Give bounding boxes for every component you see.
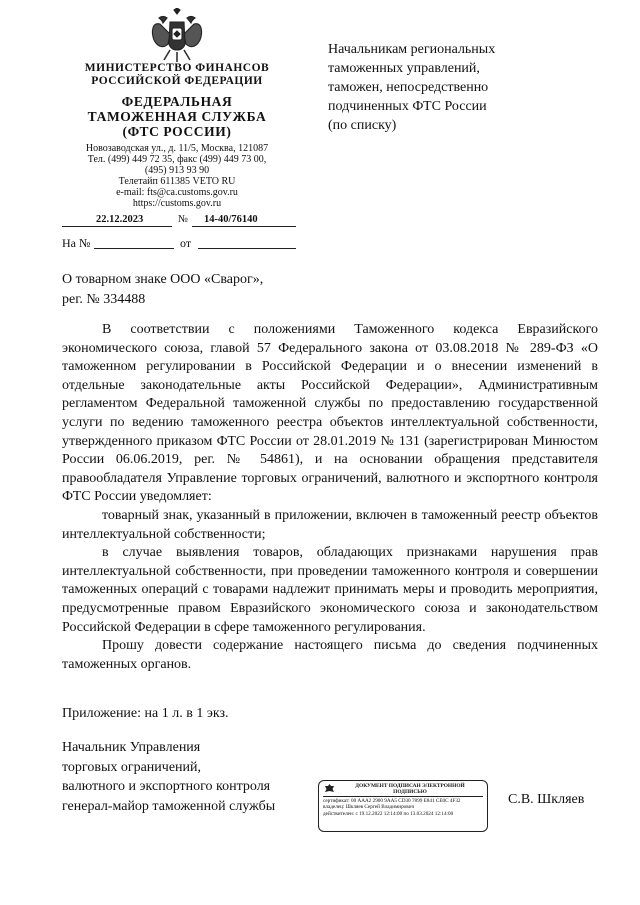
stamp-owner: владелец: Шкляев Сергей Владимирович xyxy=(323,804,415,811)
signer-name: С.В. Шкляев xyxy=(508,792,585,807)
reference-date-line xyxy=(198,236,296,249)
signature-emblem-icon xyxy=(324,784,335,793)
addressee-block xyxy=(328,40,598,135)
number-label: № xyxy=(178,214,189,225)
appendix-note: Приложение: на 1 л. в 1 экз. xyxy=(62,706,229,721)
service-name-line3: (ФТС РОССИИ) xyxy=(122,124,232,139)
body-paragraph-4: Прошу довести содержание настоящего письма до сведения подчиненных таможенных органов. xyxy=(62,638,598,672)
address-line: Телетайп 611385 VETO RU xyxy=(118,176,236,187)
service-name-line2: ТАМОЖЕННАЯ СЛУЖБА xyxy=(87,109,267,124)
reference-from-label: от xyxy=(180,236,192,250)
address-line: (495) 913 93 90 xyxy=(144,165,210,176)
ministry-name-line2: РОССИЙСКОЙ ФЕДЕРАЦИИ xyxy=(91,75,263,87)
address-block xyxy=(60,143,294,209)
registration-row xyxy=(62,214,302,230)
stamp-title-line1: ДОКУМЕНТ ПОДПИСАН ЭЛЕКТРОННОЙ xyxy=(355,783,465,789)
subject-line: рег. № 334488 xyxy=(62,292,146,307)
signer-line: генерал-майор таможенной службы xyxy=(62,798,276,814)
addressee-line: (по списку) xyxy=(328,118,397,133)
addressee-line: таможенных управлений, xyxy=(328,61,480,76)
addressee-line: таможен, непосредственно xyxy=(328,80,489,95)
signer-position xyxy=(62,738,275,816)
addressee-line: подчиненных ФТС России xyxy=(328,99,487,114)
stamp-title-line2: ПОДПИСЬЮ xyxy=(393,789,427,795)
email-link[interactable]: e-mail: fts@ca.customs.gov.ru xyxy=(116,187,238,198)
ministry-name-line1: МИНИСТЕРСТВО ФИНАНСОВ xyxy=(84,62,270,74)
stamp-certificate: сертификат: 00 AAA2 2900 9AA5 CD30 7899 E841 CE0C 4F32 xyxy=(323,798,461,804)
letter-body xyxy=(62,321,598,674)
website-link[interactable]: https://customs.gov.ru xyxy=(132,198,222,209)
body-paragraph-1: В соответствии с положениями Таможенного кодекса Евразийского экономического союза, главой 57 Федерального закона от 03.08.2018 № 289-ФЗ «О таможенном регулировании в Российской Федерации и о внесении изменений в отдельные законодательные акты Российской Федерации», Административным регламентом Федеральной таможенной службы по предоставлению государственной услуги по ведению таможенного реестра объектов интеллектуальной собственности, утвержденного приказом ФТС России от 28.01.2019 № 131 (зарегистрирован Минюстом России 06.06.2019, рег. № 54861), и на основании обращения представителя правообладателя Управление торговых ограничений, валютного и экспортного контроля ФТС России уведомляет: xyxy=(62,322,598,505)
body-paragraph-2: товарный знак, указанный в приложении, включен в таможенный реестр объектов интеллектуальной собственности; xyxy=(62,507,598,542)
address-line: Тел. (499) 449 72 35, факс (499) 449 73 00, xyxy=(87,154,267,165)
signer-line: Начальник Управления xyxy=(62,740,201,755)
reference-row xyxy=(62,236,302,252)
reference-number-line xyxy=(94,236,174,249)
signer-line: торговых ограничений, xyxy=(62,759,202,775)
stamp-validity: действителен: с 19.12.2022 12:14:00 по 13.03.2024 12:14:00 xyxy=(323,810,454,817)
registration-number: 14-40/76140 xyxy=(204,214,258,225)
stamp-divider xyxy=(323,796,483,797)
subject-line: О товарном знаке ООО «Сварог», xyxy=(62,272,264,287)
service-name-line1: ФЕДЕРАЛЬНАЯ xyxy=(121,94,233,109)
registration-date: 22.12.2023 xyxy=(96,214,144,225)
subject-block xyxy=(62,270,263,310)
reference-label: На № xyxy=(62,236,91,250)
addressee-line: Начальникам региональных xyxy=(328,42,496,57)
coat-of-arms-emblem xyxy=(150,8,204,64)
body-paragraph-3: в случае выявления товаров, обладающих признаками нарушения прав интеллектуальной собственности, при проведении таможенного контроля и совершении таможенных операций с товарами надлежит принимать меры и проводить мероприятия, предусмотренные правом Евразийского экономического союза и законодательством Российской Федерации в сфере таможенного регулирования. xyxy=(62,545,598,635)
signer-line: валютного и экспортного контроля xyxy=(62,779,271,794)
address-line: Новозаводская ул., д. 11/5, Москва, 121087 xyxy=(85,143,269,154)
electronic-signature-stamp xyxy=(318,780,488,832)
